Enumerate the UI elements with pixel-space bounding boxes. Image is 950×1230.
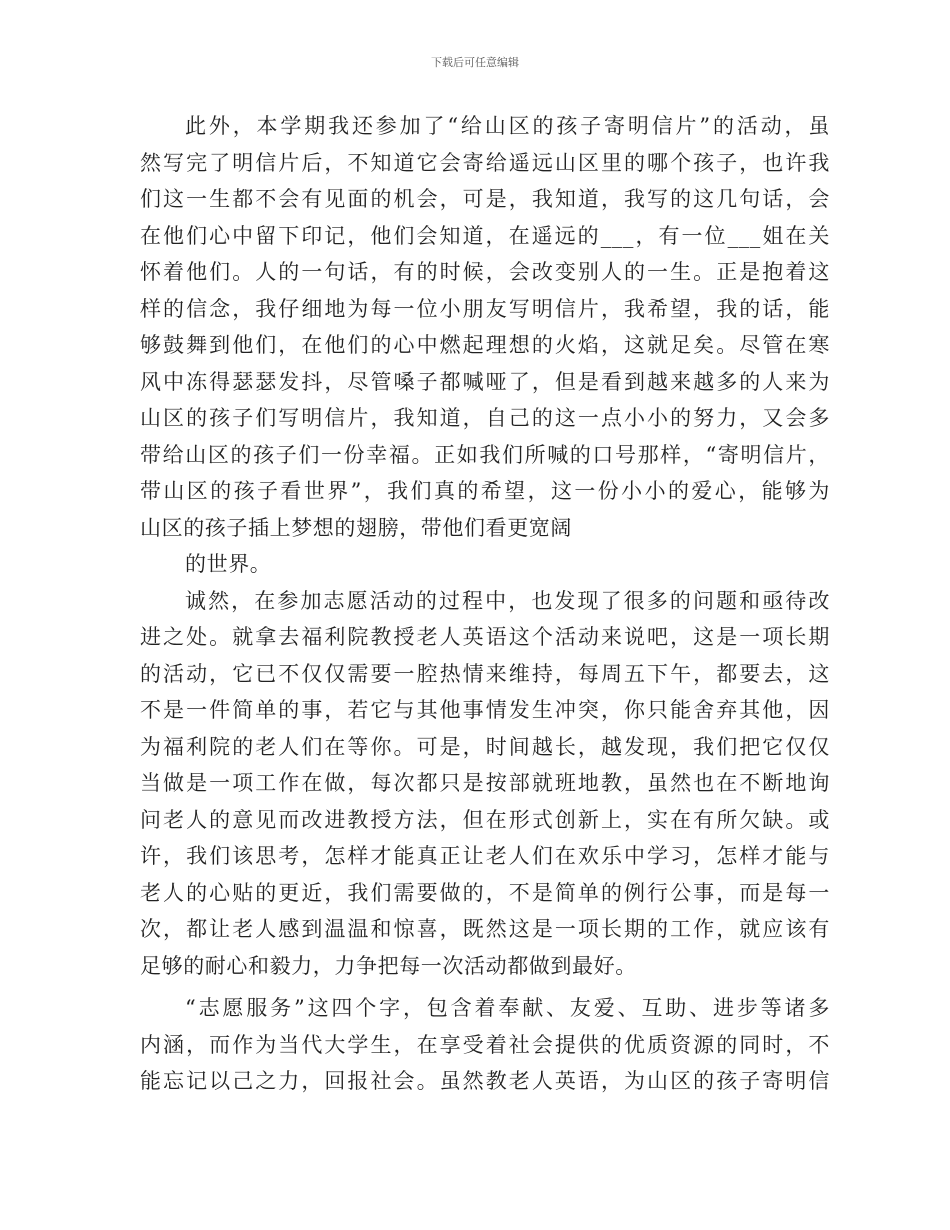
text-line: 次，都让老人感到温温和惊喜，既然这是一项长期的工作，就应该有 <box>140 917 830 941</box>
text-line: 样的信念，我仔细地为每一位小朋友写明信片，我希望，我的话，能 <box>140 296 830 321</box>
text-line: “志愿服务”这四个字，包含着奉献、友爱、互助、进步等诸多 <box>185 996 830 1020</box>
text-line: 的活动，它已不仅仅需要一腔热情来维持，每周五下午，都要去，这 <box>140 661 830 686</box>
text-line: 山区的孩子插上梦想的翅膀，带他们看更宽阔 <box>140 515 572 540</box>
text-line: 不是一件简单的事，若它与其他事情发生冲突，你只能舍弃其他，因 <box>140 698 830 722</box>
text-line: 许，我们该思考，怎样才能真正让老人们在欢乐中学习，怎样才能与 <box>140 844 830 868</box>
document-body <box>140 108 830 1100</box>
text-line: 内涵，而作为当代大学生，在享受着社会提供的优质资源的同时，不 <box>140 1032 830 1057</box>
text-line: 带给山区的孩子们一份幸福。正如我们所喊的口号那样，“寄明信片， <box>140 442 830 467</box>
text-line: 能忘记以己之力，回报社会。虽然教老人英语，为山区的孩子寄明信 <box>140 1069 830 1093</box>
text-line: 的世界。 <box>185 552 272 576</box>
page-header: 下载后可任意编辑 <box>431 56 519 69</box>
text-line: 在他们心中留下印记，他们会知道，在遥远的___，有一位___姐在关 <box>140 223 830 248</box>
text-line: 风中冻得瑟瑟发抖，尽管嗓子都喊哑了，但是看到越来越多的人来为 <box>140 369 830 394</box>
text-line: 够鼓舞到他们，在他们的心中燃起理想的火焰，这就足矣。尽管在寒 <box>140 333 830 357</box>
text-line: 带山区的孩子看世界”，我们真的希望，这一份小小的爱心，能够为 <box>140 479 830 503</box>
text-line: 然写完了明信片后，不知道它会寄给遥远山区里的哪个孩子，也许我 <box>140 150 830 175</box>
text-line: 当做是一项工作在做，每次都只是按部就班地教，虽然也在不断地询 <box>140 771 830 795</box>
text-line: 老人的心贴的更近，我们需要做的，不是简单的例行公事，而是每一 <box>140 880 830 905</box>
text-line: 足够的耐心和毅力，力争把每一次活动都做到最好。 <box>140 953 637 978</box>
text-line: 此外，本学期我还参加了“给山区的孩子寄明信片”的活动，虽 <box>185 114 830 138</box>
text-line: 诚然，在参加志愿活动的过程中，也发现了很多的问题和亟待改 <box>185 588 830 613</box>
text-line: 进之处。就拿去福利院教授老人英语这个活动来说吧，这是一项长期 <box>140 625 830 649</box>
text-line: 们这一生都不会有见面的机会，可是，我知道，我写的这几句话，会 <box>140 187 830 211</box>
text-line: 山区的孩子们写明信片，我知道，自己的这一点小小的努力，又会多 <box>140 406 830 430</box>
text-line: 为福利院的老人们在等你。可是，时间越长，越发现，我们把它仅仅 <box>140 734 830 759</box>
text-line: 问老人的意见而改进教授方法，但在形式创新上，实在有所欠缺。或 <box>140 807 830 832</box>
text-line: 怀着他们。人的一句话，有的时候，会改变别人的一生。正是抱着这 <box>140 260 830 284</box>
